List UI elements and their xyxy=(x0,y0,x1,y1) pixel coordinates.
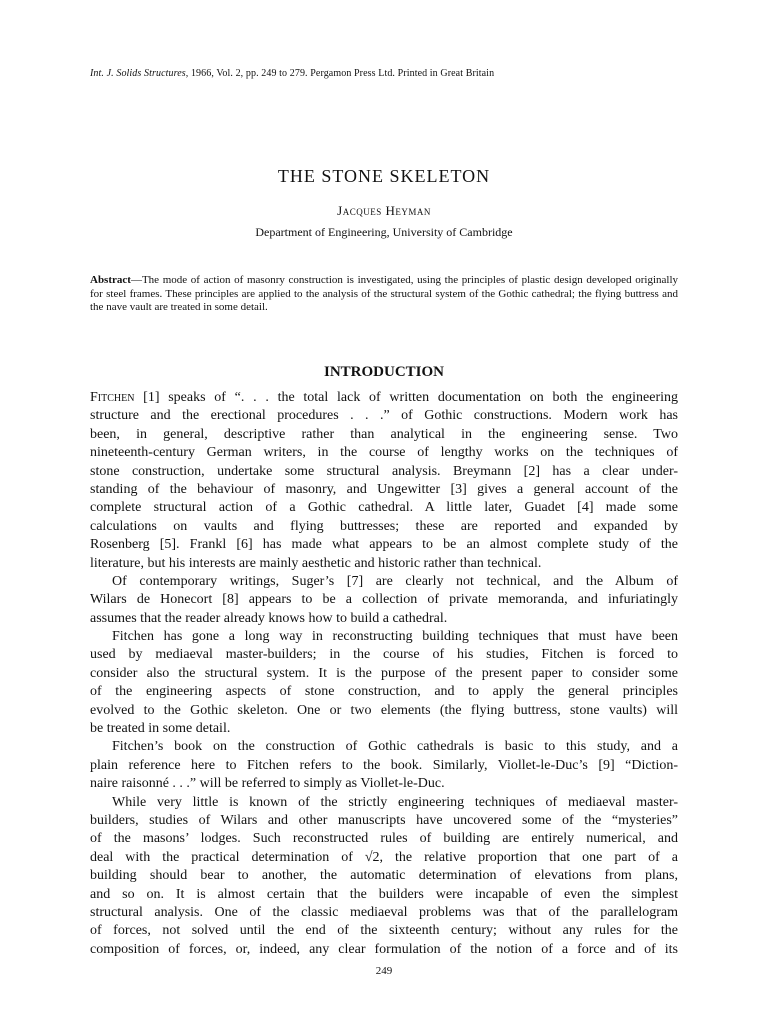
body-line: of the masons’ lodges. Such reconstructed rules of building are entirely numerical, and xyxy=(90,831,678,847)
body-line: builders, studies of Wilars and other manuscripts have uncovered some of the “mysteries” xyxy=(90,812,678,828)
paper-title: THE STONE SKELETON xyxy=(277,166,491,186)
abstract xyxy=(90,274,678,315)
body-line: Of contemporary writings, Suger’s [7] are clearly not technical, and the Album of xyxy=(112,573,678,589)
body-line: calculations on vaults and flying buttresses; these are reported and expanded by xyxy=(90,518,678,534)
body-line: be treated in some detail. xyxy=(90,721,231,737)
body-line: While very little is known of the strictly engineering techniques of mediaeval master- xyxy=(112,794,678,810)
citation-details: 1966, Vol. 2, pp. 249 to 279. Pergamon Press Ltd. Printed in Great Britain xyxy=(188,68,495,79)
author-affiliation: Department of Engineering, University of Cambridge xyxy=(255,225,513,239)
body-line: stone construction, undertake some structural analysis. Breymann [2] has a clear under- xyxy=(90,463,678,479)
body-line: Wilars de Honecort [8] appears to be a collection of private memoranda, and infuriatingly xyxy=(90,592,678,608)
abstract-label: Abstract xyxy=(90,274,131,286)
body-line: assumes that the reader already knows how to build a cathedral. xyxy=(90,610,448,626)
body-text xyxy=(90,389,678,959)
body-line: structural analysis. One of the classic mediaeval problems was that of the parallelogram xyxy=(90,904,678,920)
journal-citation xyxy=(90,68,494,79)
body-line: Rosenberg [5]. Frankl [6] has made what appears to be an almost complete study of the xyxy=(90,537,678,553)
body-line: and so on. It is almost certain that the builders were incapable of even the simplest xyxy=(90,886,678,902)
body-line: consider also the structural system. It is the purpose of the present paper to consider some xyxy=(90,665,678,681)
body-line: of the engineering aspects of stone construction, and to apply the general principles xyxy=(90,684,678,700)
body-line: literature, but his interests are mainly aesthetic and historic rather than technical. xyxy=(90,555,542,571)
body-line: of forces, not solved until the end of the sixteenth century; without any rules for the xyxy=(90,923,678,939)
body-line: plain reference here to Fitchen refers to the book. Similarly, Viollet-le-Duc’s [9] “Diction- xyxy=(90,757,678,773)
body-line: Fitchen [1] speaks of “. . . the total lack of written documentation on both the engineering xyxy=(90,390,678,405)
body-line: naire raisonné . . .” will be referred to simply as Viollet-le-Duc. xyxy=(90,776,445,792)
body-line: nineteenth-century German writers, in the course of lengthy works on the techniques of xyxy=(90,445,678,461)
body-line: deal with the practical determination of √2, the relative proportion that one part of a xyxy=(90,849,678,865)
section-heading: INTRODUCTION xyxy=(323,364,444,380)
page-number: 249 xyxy=(375,965,393,977)
body-line: complete structural action of a Gothic cathedral. A little later, Guadet [4] made some xyxy=(90,500,678,516)
abstract-text: —The mode of action of masonry construction is investigated, using the principles of plastic design developed originally for steel frames. These principles are applied to the analysis of the structural system of the Gothic cathedral; the flying buttress and the nave vault are treated in some detail. xyxy=(90,274,678,313)
body-line: used by mediaeval master-builders; in the course of his studies, Fitchen is forced to xyxy=(90,647,678,663)
journal-name: Int. J. Solids Structures, xyxy=(90,68,189,79)
body-line: Fitchen’s book on the construction of Gothic cathedrals is basic to this study, and a xyxy=(112,739,678,755)
body-line: Fitchen has gone a long way in reconstructing building techniques that must have been xyxy=(112,629,678,645)
body-line: evolved to the Gothic skeleton. One or two elements (the flying buttress, stone vaults) will xyxy=(90,702,678,718)
author-name: Jacques Heyman xyxy=(337,203,431,218)
body-line: been, in general, descriptive rather than analytical in the engineering sense. Two xyxy=(90,426,678,442)
body-line: composition of forces, or, indeed, any clear formulation of the notion of a force and of its xyxy=(90,941,678,957)
body-line: building should bear to another, the automatic determination of elevations from plans, xyxy=(90,868,678,884)
body-line: standing of the behaviour of masonry, and Ungewitter [3] gives a general account of the xyxy=(90,481,678,497)
body-line: structure and the erectional procedures . . .” of Gothic constructions. Modern work has xyxy=(90,408,678,424)
